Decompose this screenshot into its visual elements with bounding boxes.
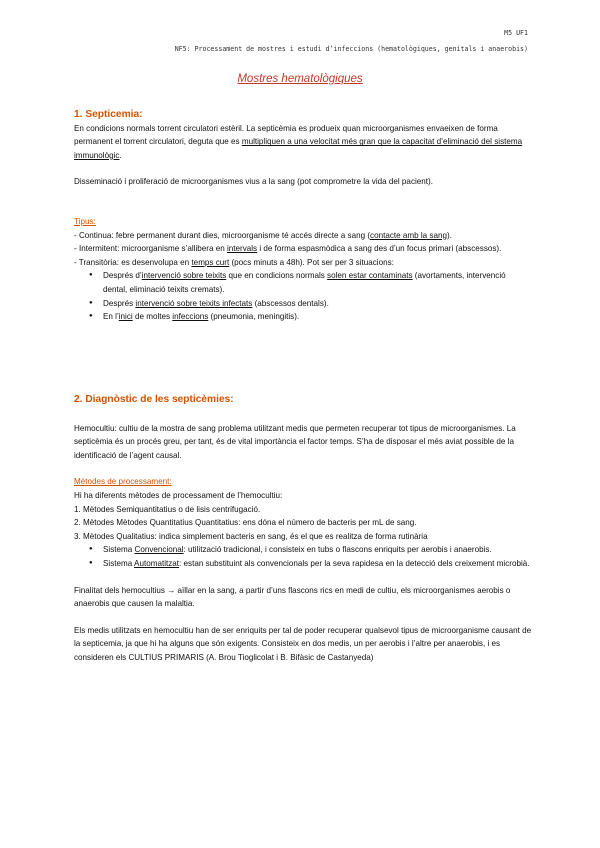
list-item: ● En l’inici de moltes infeccions (pneumonia, meningitis).	[74, 310, 532, 324]
document-title: Mostres hematològiques	[237, 73, 363, 85]
metode-2: 2. Mètodes Mètodes Quantitatius Quantitatius: ens dóna el número de bacteris per mL de sang.	[74, 518, 417, 528]
document-subtitle: NF5: Processament de mostres i estudi d’infeccions (hematològiques, genitals i anaerobis)	[174, 45, 528, 53]
tipus-continua: - Continua: febre permanent durant dies, microorganisme té accés directe a sang (contacte amb la sang).	[74, 230, 452, 240]
module-code: M5 UF1	[504, 29, 528, 37]
list-item: ● Després d’intervenció sobre teixits que en condicions normals solen estar contaminats (avortaments, intervenció dental, eliminació teixits cremats).	[74, 269, 532, 296]
list-item: ● Sistema Automatitzat: estan substituint als convencionals per la seva rapidesa en la detecció dels creixement microbià.	[74, 557, 532, 571]
paragraph-definition: En condicions normals torrent circulatori estèril. La septicèmia es produeix quan microorganismes envaeixen de forma permanent el torrent circulatori, deguta que es multipliquen a una velocitat més gran que la capacitat d’eliminació del sistema immunològic.	[74, 123, 523, 160]
metode-3: 3. Mètodes Qualitatius: indica simplement bacteris en sang, és el que es realitza de forma rutinària	[74, 531, 428, 541]
metodes-label: Mètodes de processament:	[74, 477, 172, 487]
paragraph-medis: Els medis utilitzats en hemocultiu han de ser enriquits per tal de poder recuperar qualsevol tipus de microorganisme causant de la septicemia, ja que hi ha alguns que són exigents. Consisteix en dos medis, un per aerobis i l’altre per anaerobis, i es consideren els CULTIUS PRIMARIS (A. Brou Tioglicolat i B. Bifàsic de Castanyeda)	[74, 625, 532, 662]
paragraph-hemocultiu: Hemocultiu: cultiu de la mostra de sang problema utilitzant medis que permeten recuperar tot tipus de microorganismes. La septicèmia és un procés greu, per tant, és de vital importància el factor temps. S’ha de disposar el més aviat possible de la identificació de l’agent causal.	[74, 423, 516, 460]
section-diagnostic	[74, 393, 532, 665]
section-heading: 2. Diagnòstic de les septicèmies:	[74, 394, 234, 405]
tipus-transitoria: - Transitòria: es desenvolupa en temps curt (pocs minuts a 48h). Pot ser per 3 situacions:	[74, 257, 394, 267]
paragraph-finalitat: Finalitat dels hemocultius → aïllar en la sang, a partir d’uns flascons rics en medi de cultiu, els microorganismes aerobis o anaerobis que causen la malaltia.	[74, 585, 511, 609]
metode-1: 1. Mètodes Semiquantitatius o de lisis centrifugació.	[74, 504, 261, 514]
tipus-intermitent: - Intermitent: microorganisme s’allibera en intervals i de forma espasmòdica a sang des d’un focus primari (abscessos).	[74, 244, 502, 254]
list-item: ● Sistema Convencional: utilització tradicional, i consisteix en tubs o flascons enriquits per aerobis i anaerobis.	[74, 543, 532, 557]
section-heading: 1. Septicemia:	[74, 109, 143, 120]
paragraph-dissemination: Disseminació i proliferació de microorganismes vius a la sang (pot comprometre la vida del pacient).	[74, 177, 433, 187]
section-septicemia	[74, 108, 532, 324]
metodes-intro: Hi ha diferents mètodes de processament de l’hemocultiu:	[74, 490, 283, 500]
tipus-label: Tipus:	[74, 216, 96, 226]
list-item: ● Després intervenció sobre teixits infectats (abscessos dentals).	[74, 297, 532, 311]
